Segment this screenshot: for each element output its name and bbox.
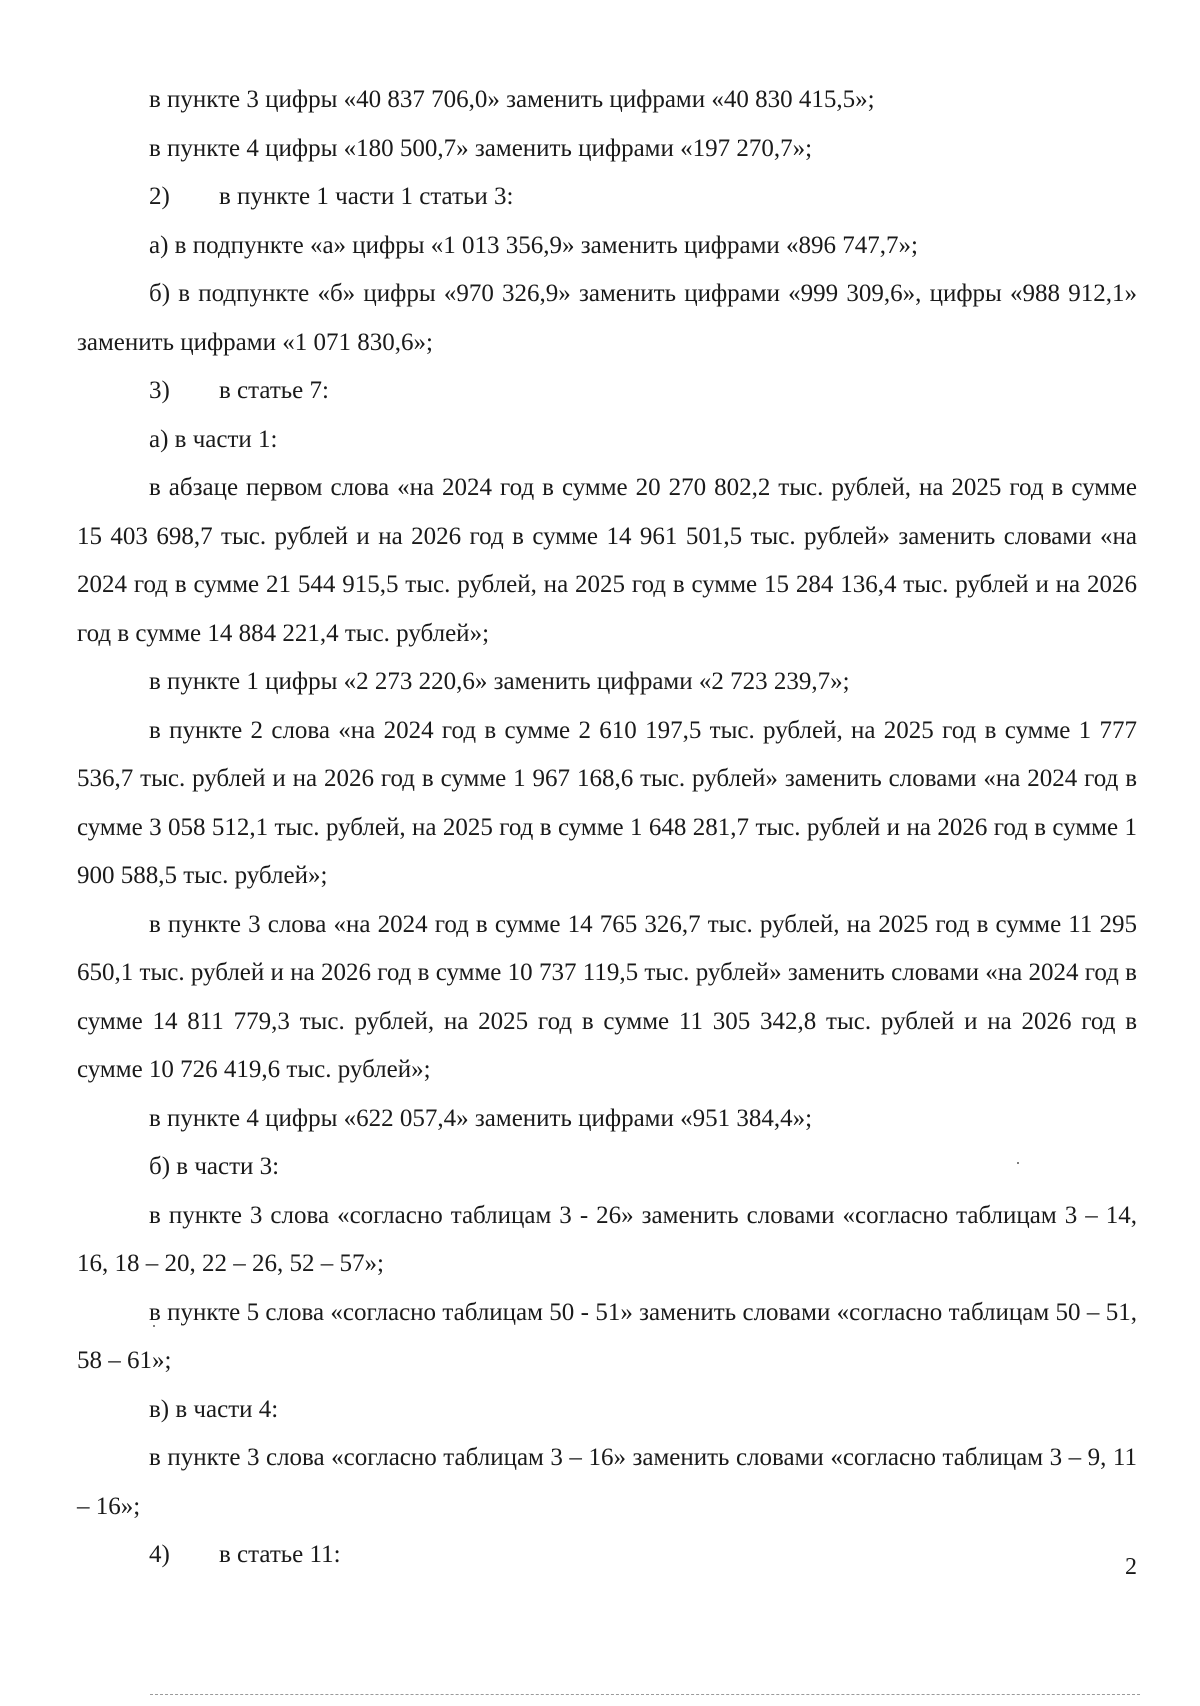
numbered-item-2 [77,173,1137,222]
subitem-a-article-3: а) в подпункте «а» цифры «1 013 356,9» заменить цифрами «896 747,7»; [149,231,918,259]
subitem-b-article-3: б) в подпункте «б» цифры «970 326,9» заменить цифрами «999 309,6», цифры «988 912,1» заменить цифрами «1 071 830,6»; [77,280,1137,356]
page-number: 2 [1125,1554,1137,1580]
paragraph-item-3-digits: в пункте 3 цифры «40 837 706,0» заменить цифрами «40 830 415,5»; [149,86,875,113]
item-text: в статье 7: [219,377,329,404]
item-number: 2) [149,183,170,210]
paragraph-item-2-words: в пункте 2 слова «на 2024 год в сумме 2 610 197,5 тыс. рублей, на 2025 год в сумме 1 777 536,7 тыс. рублей и на 2026 год в сумме 1 967 168,6 тыс. рублей» заменить словами «на 2024 год в сумме 3 058 512,1 тыс. рублей, на 2025 год в сумме 1 648 281,7 тыс. рублей и на 2026 год в сумме 1 900 588,5 тыс. рублей»; [77,716,1137,889]
subitem-a-part-1: а) в части 1: [149,425,278,453]
paragraph-item-4-digits: в пункте 4 цифры «180 500,7» заменить цифрами «197 270,7»; [149,134,813,162]
document-body [77,76,1137,1580]
paragraph-first-abzac: в абзаце первом слова «на 2024 год в сумме 20 270 802,2 тыс. рублей, на 2025 год в сумме 15 403 698,7 тыс. рублей и на 2026 год в сумме 14 961 501,5 тыс. рублей» заменить словами «на 2024 год в сумме 21 544 915,5 тыс. рублей, на 2025 год в сумме 15 284 136,4 тыс. рублей и на 2026 год в сумме 14 884 221,4 тыс. рублей»; [77,474,1137,647]
scan-speck [153,1325,155,1327]
item-text: в статье 11: [219,1541,341,1568]
paragraph-item-1-digits: в пункте 1 цифры «2 273 220,6» заменить цифрами «2 723 239,7»; [149,668,850,695]
paragraph-item-4-digits-2: в пункте 4 цифры «622 057,4» заменить цифрами «951 384,4»; [149,1104,813,1132]
numbered-item-4 [77,1531,1137,1580]
scan-speck [1017,1162,1019,1164]
paragraph-item-3-words: в пункте 3 слова «на 2024 год в сумме 14 765 326,7 тыс. рублей, на 2025 год в сумме 11 295 650,1 тыс. рублей и на 2026 год в сумме 10 737 119,5 тыс. рублей» заменить словами «на 2024 год в сумме 14 811 779,3 тыс. рублей, на 2025 год в сумме 11 305 342,8 тыс. рублей и на 2026 год в сумме 10 726 419,6 тыс. рублей»; [77,910,1137,1083]
subitem-v-part-4: в) в части 4: [149,1395,279,1423]
paragraph-item-3-tables: в пункте 3 слова «согласно таблицам 3 - 26» заменить словами «согласно таблицам 3 – 14, 16, 18 – 20, 22 – 26, 52 – 57»; [77,1201,1137,1277]
paragraph-item-3-tables-2: в пункте 3 слова «согласно таблицам 3 – 16» заменить словами «согласно таблицам 3 – 9, 11 – 16»; [77,1444,1137,1520]
numbered-item-3 [77,367,1137,416]
subitem-b-part-3: б) в части 3: [149,1153,280,1180]
scan-edge-line [150,1694,1140,1695]
item-text: в пункте 1 части 1 статьи 3: [219,183,514,210]
item-number: 4) [149,1541,170,1568]
item-number: 3) [149,377,170,404]
paragraph-item-5-tables: в пункте 5 слова «согласно таблицам 50 - 51» заменить словами «согласно таблицам 50 – 51, 58 – 61»; [77,1298,1137,1374]
